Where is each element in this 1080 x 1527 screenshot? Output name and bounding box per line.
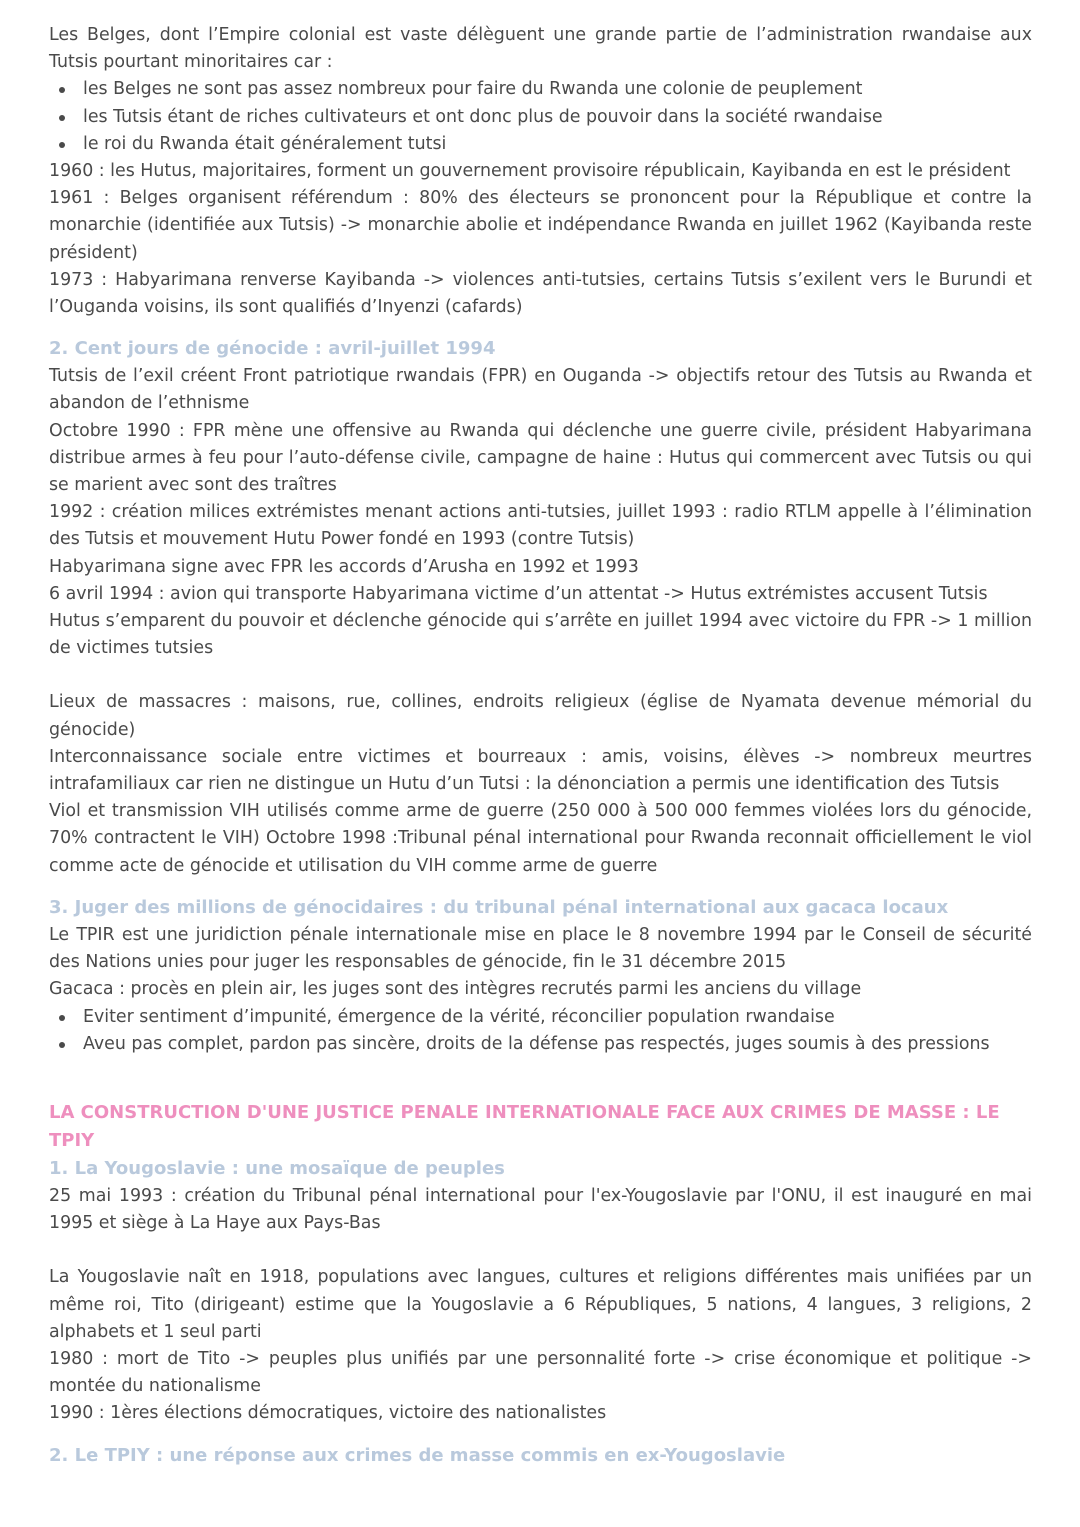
paragraph-genocide: Hutus s’emparent du pouvoir et déclenche génocide qui s’arrête en juillet 1994 avec victoire du FPR -> 1 million de victimes tutsies [49, 611, 1032, 659]
belges-intro: Les Belges, dont l’Empire colonial est vaste délèguent une grande partie de l’administration rwandaise aux Tutsis pourtant minoritaires car : [49, 25, 1032, 73]
spacer [49, 1237, 1032, 1264]
section-heading-tpiy-reponse: 2. Le TPIY : une réponse aux crimes de masse commis en ex-Yougoslavie [49, 1444, 786, 1466]
spacer [49, 1058, 1032, 1099]
section-heading-yougoslavie: 1. La Yougoslavie : une mosaïque de peuples [49, 1157, 505, 1179]
spacer [49, 880, 1032, 894]
spacer [49, 321, 1032, 335]
list-item: le roi du Rwanda était généralement tutsi [83, 131, 1032, 158]
paragraph-octobre-1990: Octobre 1990 : FPR mène une offensive au Rwanda qui déclenche une guerre civile, président Habyarimana distribue armes à feu pour l’auto-défense civile, campagne de haine : Hutus qui commercent avec Tutsis ou qui se marient avec sont des traîtres [49, 420, 1032, 496]
paragraph-avril-1994: 6 avril 1994 : avion qui transporte Habyarimana victime d’un attentat -> Hutus extrémistes accusent Tutsis [49, 583, 988, 604]
spacer [49, 1428, 1032, 1442]
paragraph-1990: 1990 : 1ères élections démocratiques, victoire des nationalistes [49, 1403, 607, 1424]
gacaca-list [49, 1004, 1032, 1058]
paragraph-1980: 1980 : mort de Tito -> peuples plus unifiés par une personnalité forte -> crise économique et politique -> montée du nationalisme [49, 1348, 1032, 1397]
paragraph-viol: Viol et transmission VIH utilisés comme arme de guerre (250 000 à 500 000 femmes violées lors du génocide, 70% contractent le VIH) Octobre 1998 :Tribunal pénal international pour Rwanda reconnait officiellement le viol comme acte de génocide et utilisation du VIH comme arme de guerre [49, 801, 1032, 876]
paragraph-tpir: Le TPIR est une juridiction pénale internationale mise en place le 8 novembre 1994 par le Conseil de sécurité des Nations unies pour juger les responsables de génocide, fin le 31 décembre 2015 [49, 924, 1032, 973]
spacer [49, 662, 1032, 689]
paragraph-arusha: Habyarimana signe avec FPR les accords d’Arusha en 1992 et 1993 [49, 556, 639, 577]
paragraph-1918: La Yougoslavie naît en 1918, populations avec langues, cultures et religions différentes mais unifiées par un même roi, Tito (dirigeant) estime que la Yougoslavie a 6 Républiques, 5 nations, 4 langues, 3 religions, 2 alphabets et 1 seul parti [49, 1267, 1032, 1342]
paragraph-creation-tpiy: 25 mai 1993 : création du Tribunal pénal international pour l'ex-Yougoslavie par l'ONU, il est inauguré en mai 1995 et siège à La Haye aux Pays-Bas [49, 1185, 1032, 1234]
list-item: les Belges ne sont pas assez nombreux pour faire du Rwanda une colonie de peuplement [83, 76, 1032, 103]
main-heading-tpiy: LA CONSTRUCTION D'UNE JUSTICE PENALE INTERNATIONALE FACE AUX CRIMES DE MASSE : LE TPIY [49, 1101, 1000, 1151]
paragraph-1973: 1973 : Habyarimana renverse Kayibanda -> violences anti-tutsies, certains Tutsis s’exilent vers le Burundi et l’Ouganda voisins, ils sont qualifiés d’Inyenzi (cafards) [49, 269, 1032, 318]
paragraph-1992: 1992 : création milices extrémistes menant actions anti-tutsies, juillet 1993 : radio RTLM appelle à l’élimination des Tutsis et mouvement Hutu Power fondé en 1993 (contre Tutsis) [49, 502, 1032, 550]
belges-reasons-list [49, 76, 1032, 158]
section-heading-genocide: 2. Cent jours de génocide : avril-juillet 1994 [49, 338, 496, 360]
paragraph-gacaca: Gacaca : procès en plein air, les juges sont des intègres recrutés parmi les anciens du village [49, 979, 862, 1000]
paragraph-fpr: Tutsis de l’exil créent Front patriotique rwandais (FPR) en Ouganda -> objectifs retour des Tutsis au Rwanda et abandon de l’ethnisme [49, 366, 1032, 414]
list-item: Eviter sentiment d’impunité, émergence de la vérité, réconcilier population rwandaise [83, 1004, 1032, 1031]
paragraph-1960: 1960 : les Hutus, majoritaires, forment un gouvernement provisoire républicain, Kayibanda en est le président [49, 161, 1011, 182]
paragraph-interconnaissance: Interconnaissance sociale entre victimes et bourreaux : amis, voisins, élèves -> nombreux meurtres intrafamiliaux car rien ne distingue un Hutu d’un Tutsi : la dénonciation a permis une identification des Tutsis [49, 746, 1032, 795]
paragraph-1961: 1961 : Belges organisent référendum : 80% des électeurs se prononcent pour la République et contre la monarchie (identifiée aux Tutsis) -> monarchie abolie et indépendance Rwanda en juillet 1962 (Kayibanda reste président) [49, 188, 1032, 263]
section-heading-juger: 3. Juger des millions de génocidaires : du tribunal pénal international aux gacaca locaux [49, 896, 949, 918]
paragraph-lieux: Lieux de massacres : maisons, rue, collines, endroits religieux (église de Nyamata devenue mémorial du génocide) [49, 692, 1032, 740]
list-item: Aveu pas complet, pardon pas sincère, droits de la défense pas respectés, juges soumis à des pressions [83, 1031, 1032, 1058]
list-item: les Tutsis étant de riches cultivateurs et ont donc plus de pouvoir dans la société rwandaise [83, 104, 1032, 131]
